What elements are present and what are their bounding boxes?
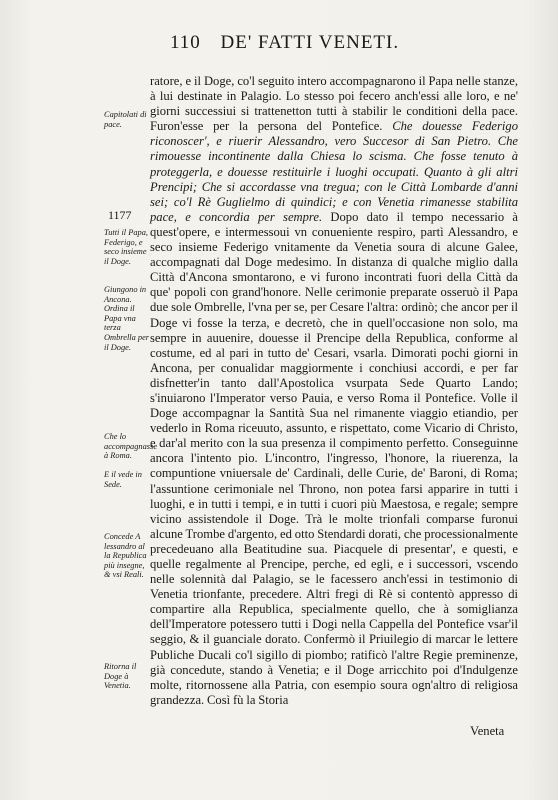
margin-note: Ritorna il Doge à Venetia. — [104, 662, 137, 691]
margin-note: Capitolati di pace. — [104, 110, 147, 129]
margin-note: Giungono in Ancona. Ordina il Papa vna terza Ombrella per il Doge. — [104, 285, 150, 352]
margin-note: Che lo accompagnasse à Roma. — [104, 432, 158, 461]
margin-year: 1177 — [108, 208, 132, 222]
margin-note: Concede A lessandro al la Republica più insegne, & vsi Reali. — [104, 532, 147, 580]
paragraph — [150, 74, 518, 708]
running-title: DE' FATTI VENETI. — [220, 32, 400, 53]
italic-text-run: Che douesse Federigo riconoscer', e riuerir Alessandro, vero Succesor di San Pietro. Che rimouesse incontinente dalla Chiesa lo scisma. Che fosse tenuto à proteggerla, e douesse restituirle i luoghi occupati. Quanto à gli altri Prencipi; Che si accordasse vna tregua; con le Città Lombarde d'anni sei; co'l Rè Guglielmo di quindici; e con Venetia rimanesse stabilita pace, e concordia per sempre. — [150, 119, 518, 224]
main-text — [150, 74, 518, 708]
text-run: ratore, e il Doge, co'l seguito intero accompagnarono il Papa nelle stanze, à lui destinate in Palagio. Lo stesso poi fecero anch'essi alle loro, e ne' giorni successiui si trattenetton tutti à stabilir le conditioni della pace. Furon'esse per la persona del Pontefice. — [150, 74, 518, 134]
margin-note: E il vede in Sede. — [104, 470, 142, 489]
margin-note: Tutti il Papa, Federigo, e seco insieme il Doge. — [104, 228, 148, 266]
catchword: Veneta — [470, 724, 505, 738]
page-header — [170, 32, 399, 54]
page-number: 110 — [170, 32, 201, 53]
text-run: Dopo dato il tempo necessario à quest'opere, e intermessoui vn conueniente respiro, partì Alessandro, e seco insieme Federigo vnitamente da Venetia soura di alcune Galee, accompagnati dal Doge medesimo. In distanza di qualche miglio dalla Città d'Ancona smontarono, e vi furono incontrati fuori della Città da que' popoli con grand'honore. Nelle cerimonie preparate osseruò il Papa due sole Ombrelle, l'vna per se, per Cesare l'altra: ordinò; che ancor per il Doge vi fosse la terza, e decretò, che in quell'occasione non solo, ma sempre in auuenire, douesse il Prencipe della Republica, conforme al costume, ed al pari in tutto de' Cesari, vsarla. Dimorati pochi giorni in Ancona, per conualidar maggiormente i conchiusi accordi, e per far disfnetter'in tanto dall'Apostolica vsurpata Sede Quarto Lando; s'inuiarono l'Imperator verso Pauia, e verso Roma il Pontefice. Volle il Doge accompagnar la Santità Sua nel rimanente viaggio etiandio, per vederlo in Roma riceuuto, assunto, e rispettato, come Vicario di Christo, e dar'al merito con la sua presenza il compimento perfetto. Conseguinne ancora l'intento pio. L'incontro, l'ingresso, l'honore, la riuerenza, la compuntione vniuersale de' Cardinali, delle Curie, de' Baroni, di Roma; l'assuntione cerimoniale nel Throno, non potea farsi apparire in tutti i luoghi, e in tutti i tempi, e in tutti i cuori più Maestosa, e regale; sempre vicino assistendole il Doge. Trà le molte trionfali comparse furonui alcune Trombe d'argento, ed otto Stendardi dorati, che processionalmente precedeuano alla Beatitudine sua. Piacquele di presentar', e questi, e quelle regalmente al Prencipe, perche, ed egli, e i successori, vscendo nelle solennità dal Palagio, se le facessero anch'essi in testimonio di Venetia trionfante, precedere. Altri fregi di Rè si contentò appresso di compartire alla Republica, specialmente quello, che à somiglianza dell'Imperatore potessero tutti i Dogi nella Cappella del Pontefice vsar'il seggio, & il guanciale dorato. Confermò il Priuilegio di marcar le lettere Publiche Ducali co'l sigillo di piombo; ratificò l'altre Regie preminenze, già concedute, stando à Venetia; e il Doge arricchito poi d'Indulgenze molte, ritornossene alla Patria, con esempio soura ogn'altro di religiosa grandezza. Così fù la Storia — [150, 209, 518, 707]
